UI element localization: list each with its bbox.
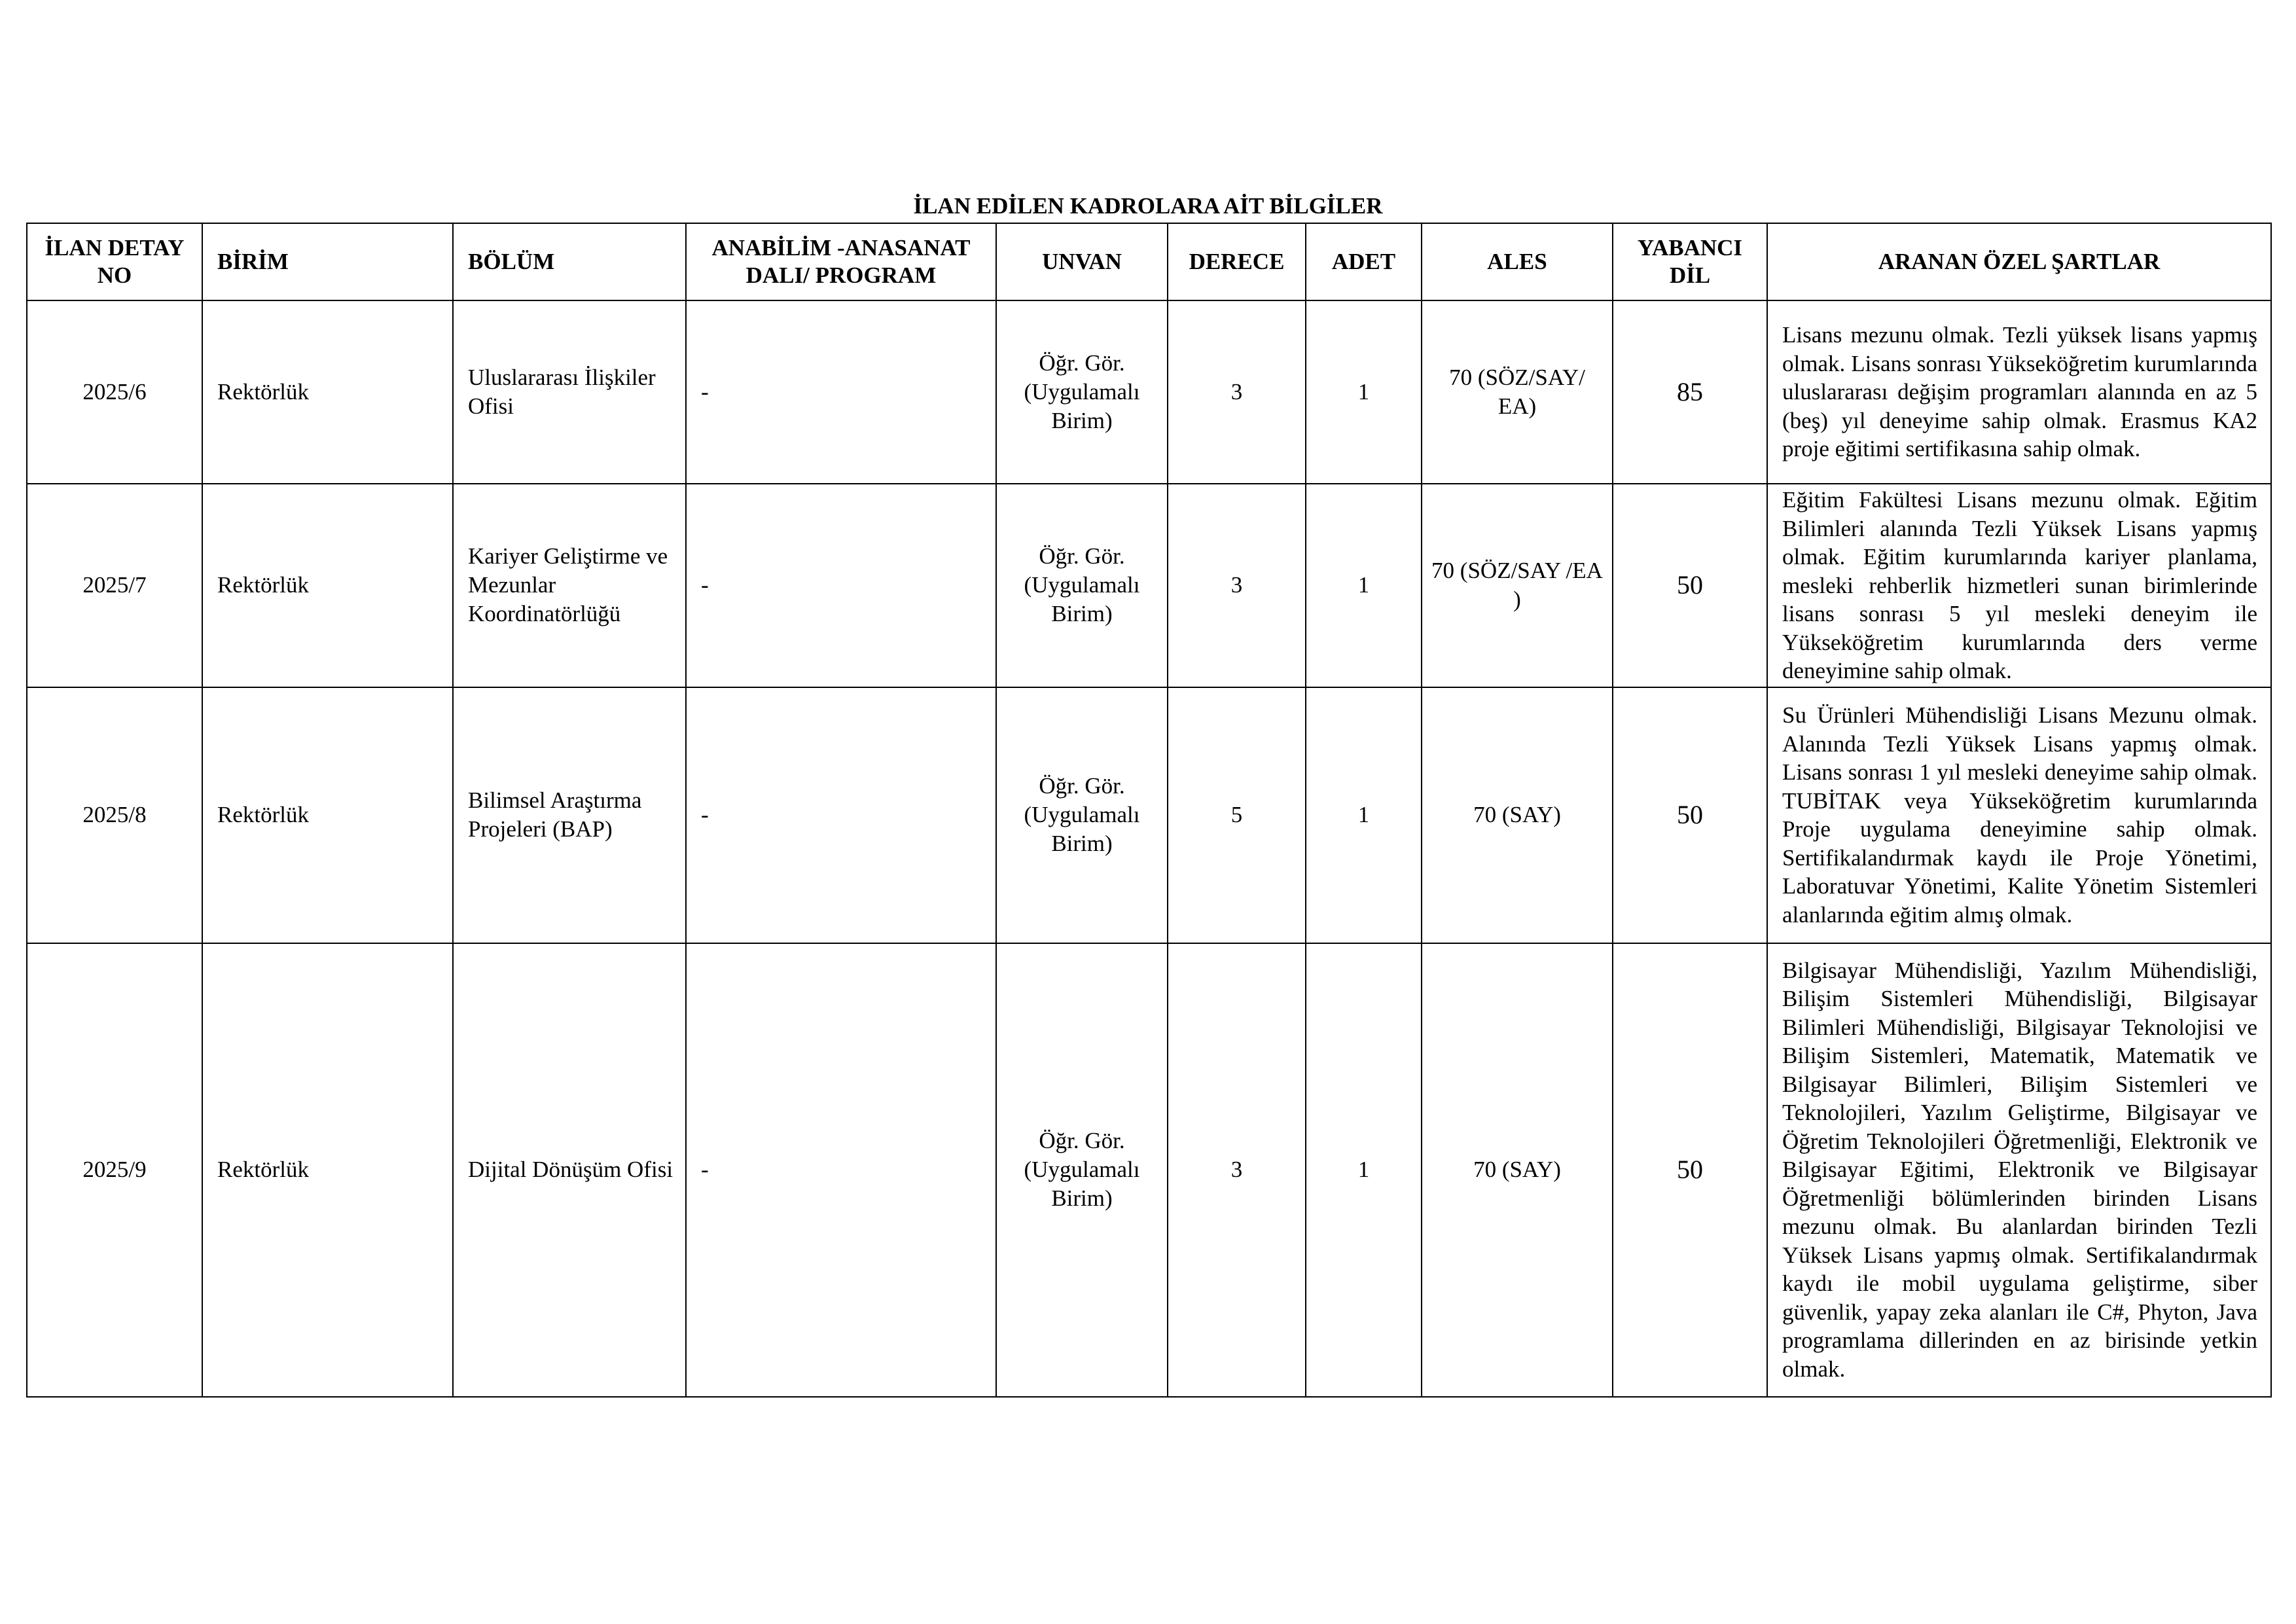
cell-ilan-no: 2025/7: [27, 484, 202, 687]
cell-adet: 1: [1306, 943, 1422, 1397]
cell-birim: Rektörlük: [202, 300, 453, 484]
header-bolum: BÖLÜM: [453, 223, 686, 300]
header-adet: ADET: [1306, 223, 1422, 300]
cell-derece: 3: [1168, 484, 1306, 687]
cell-birim: Rektörlük: [202, 687, 453, 943]
cell-ales: 70 (SÖZ/SAY/ EA): [1422, 300, 1613, 484]
table-row: [27, 300, 2271, 484]
table-row: [27, 484, 2271, 687]
cell-ozel-sartlar: Su Ürünleri Mühendisliği Lisans Mezunu olmak. Alanında Tezli Yüksek Lisans yapmış olmak. Lisans sonrası 1 yıl mesleki deneyime sahip olmak. TUBİTAK veya Yükseköğretim kurumlarında Proje uygulama deneyimine sahip olmak. Sertifikalandırmak kaydı ile Proje Yönetimi, Laboratuvar Yönetimi, Kalite Yönetim Sistemleri alanlarında eğitim almış olmak.: [1767, 687, 2271, 943]
cell-bolum: Kariyer Geliştirme ve Mezunlar Koordinatörlüğü: [453, 484, 686, 687]
cell-ilan-no: 2025/6: [27, 300, 202, 484]
cell-ilan-no: 2025/9: [27, 943, 202, 1397]
table-header-row: [27, 223, 2271, 300]
cell-derece: 3: [1168, 943, 1306, 1397]
cell-ilan-no: 2025/8: [27, 687, 202, 943]
header-derece: DERECE: [1168, 223, 1306, 300]
header-ilan-detay-no: İLAN DETAY NO: [27, 223, 202, 300]
header-unvan: UNVAN: [996, 223, 1168, 300]
cell-adet: 1: [1306, 484, 1422, 687]
cell-birim: Rektörlük: [202, 484, 453, 687]
cell-yabanci-dil: 50: [1613, 687, 1767, 943]
cell-ales: 70 (SAY): [1422, 943, 1613, 1397]
header-ales: ALES: [1422, 223, 1613, 300]
cell-yabanci-dil: 50: [1613, 943, 1767, 1397]
cell-anabilim: -: [686, 484, 996, 687]
cell-birim: Rektörlük: [202, 943, 453, 1397]
cell-unvan: Öğr. Gör. (Uygulamalı Birim): [996, 687, 1168, 943]
table-row: [27, 943, 2271, 1397]
cell-ozel-sartlar: Eğitim Fakültesi Lisans mezunu olmak. Eğitim Bilimleri alanında Tezli Yüksek Lisans yapmış olmak. Eğitim kurumlarında kariyer planlama, mesleki rehberlik hizmetleri sunan birimlerinde lisans sonrası 5 yıl mesleki deneyim ile Yükseköğretim kurumlarında ders verme deneyimine sahip olmak.: [1767, 484, 2271, 687]
cell-bolum: Dijital Dönüşüm Ofisi: [453, 943, 686, 1397]
cell-unvan: Öğr. Gör. (Uygulamalı Birim): [996, 484, 1168, 687]
cell-yabanci-dil: 50: [1613, 484, 1767, 687]
table-row: [27, 687, 2271, 943]
cell-anabilim: -: [686, 687, 996, 943]
header-birim: BİRİM: [202, 223, 453, 300]
cell-anabilim: -: [686, 300, 996, 484]
cell-ozel-sartlar: Bilgisayar Mühendisliği, Yazılım Mühendisliği, Bilişim Sistemleri Mühendisliği, Bilgisayar Bilimleri Mühendisliği, Bilgisayar Teknolojisi ve Bilişim Sistemleri, Matematik, Matematik ve Bilgisayar Bilimleri, Bilişim Sistemleri ve Teknolojileri, Yazılım Geliştirme, Bilgisayar ve Öğretim Teknolojileri Öğretmenliği, Elektronik ve Bilgisayar Eğitimi, Elektronik ve Bilgisayar Öğretmenliği bölümlerinden birinden Lisans mezunu olmak. Bu alanlardan birinden Tezli Yüksek Lisans yapmış olmak. Sertifikalandırmak kaydı ile mobil uygulama geliştirme, siber güvenlik, yapay zeka alanları ile C#, Phyton, Java programlama dillerinden en az birisinde yetkin olmak.: [1767, 943, 2271, 1397]
cell-adet: 1: [1306, 687, 1422, 943]
header-yabanci-dil: YABANCI DİL: [1613, 223, 1767, 300]
page-title: İLAN EDİLEN KADROLARA AİT BİLGİLER: [913, 193, 1383, 219]
cell-unvan: Öğr. Gör. (Uygulamalı Birim): [996, 300, 1168, 484]
cell-adet: 1: [1306, 300, 1422, 484]
kadro-table: [26, 223, 2272, 1398]
header-ozel-sartlar: ARANAN ÖZEL ŞARTLAR: [1767, 223, 2271, 300]
cell-ales: 70 (SÖZ/SAY /EA ): [1422, 484, 1613, 687]
cell-bolum: Uluslararası İlişkiler Ofisi: [453, 300, 686, 484]
cell-ales: 70 (SAY): [1422, 687, 1613, 943]
cell-derece: 3: [1168, 300, 1306, 484]
cell-ozel-sartlar: Lisans mezunu olmak. Tezli yüksek lisans yapmış olmak. Lisans sonrası Yükseköğretim kurumlarında uluslararası değişim programları alanında en az 5 (beş) yıl deneyime sahip olmak. Erasmus KA2 proje eğitimi sertifikasına sahip olmak.: [1767, 300, 2271, 484]
cell-anabilim: -: [686, 943, 996, 1397]
cell-unvan: Öğr. Gör. (Uygulamalı Birim): [996, 943, 1168, 1397]
header-anabilim: ANABİLİM -ANASANAT DALI/ PROGRAM: [686, 223, 996, 300]
cell-bolum: Bilimsel Araştırma Projeleri (BAP): [453, 687, 686, 943]
cell-derece: 5: [1168, 687, 1306, 943]
cell-yabanci-dil: 85: [1613, 300, 1767, 484]
